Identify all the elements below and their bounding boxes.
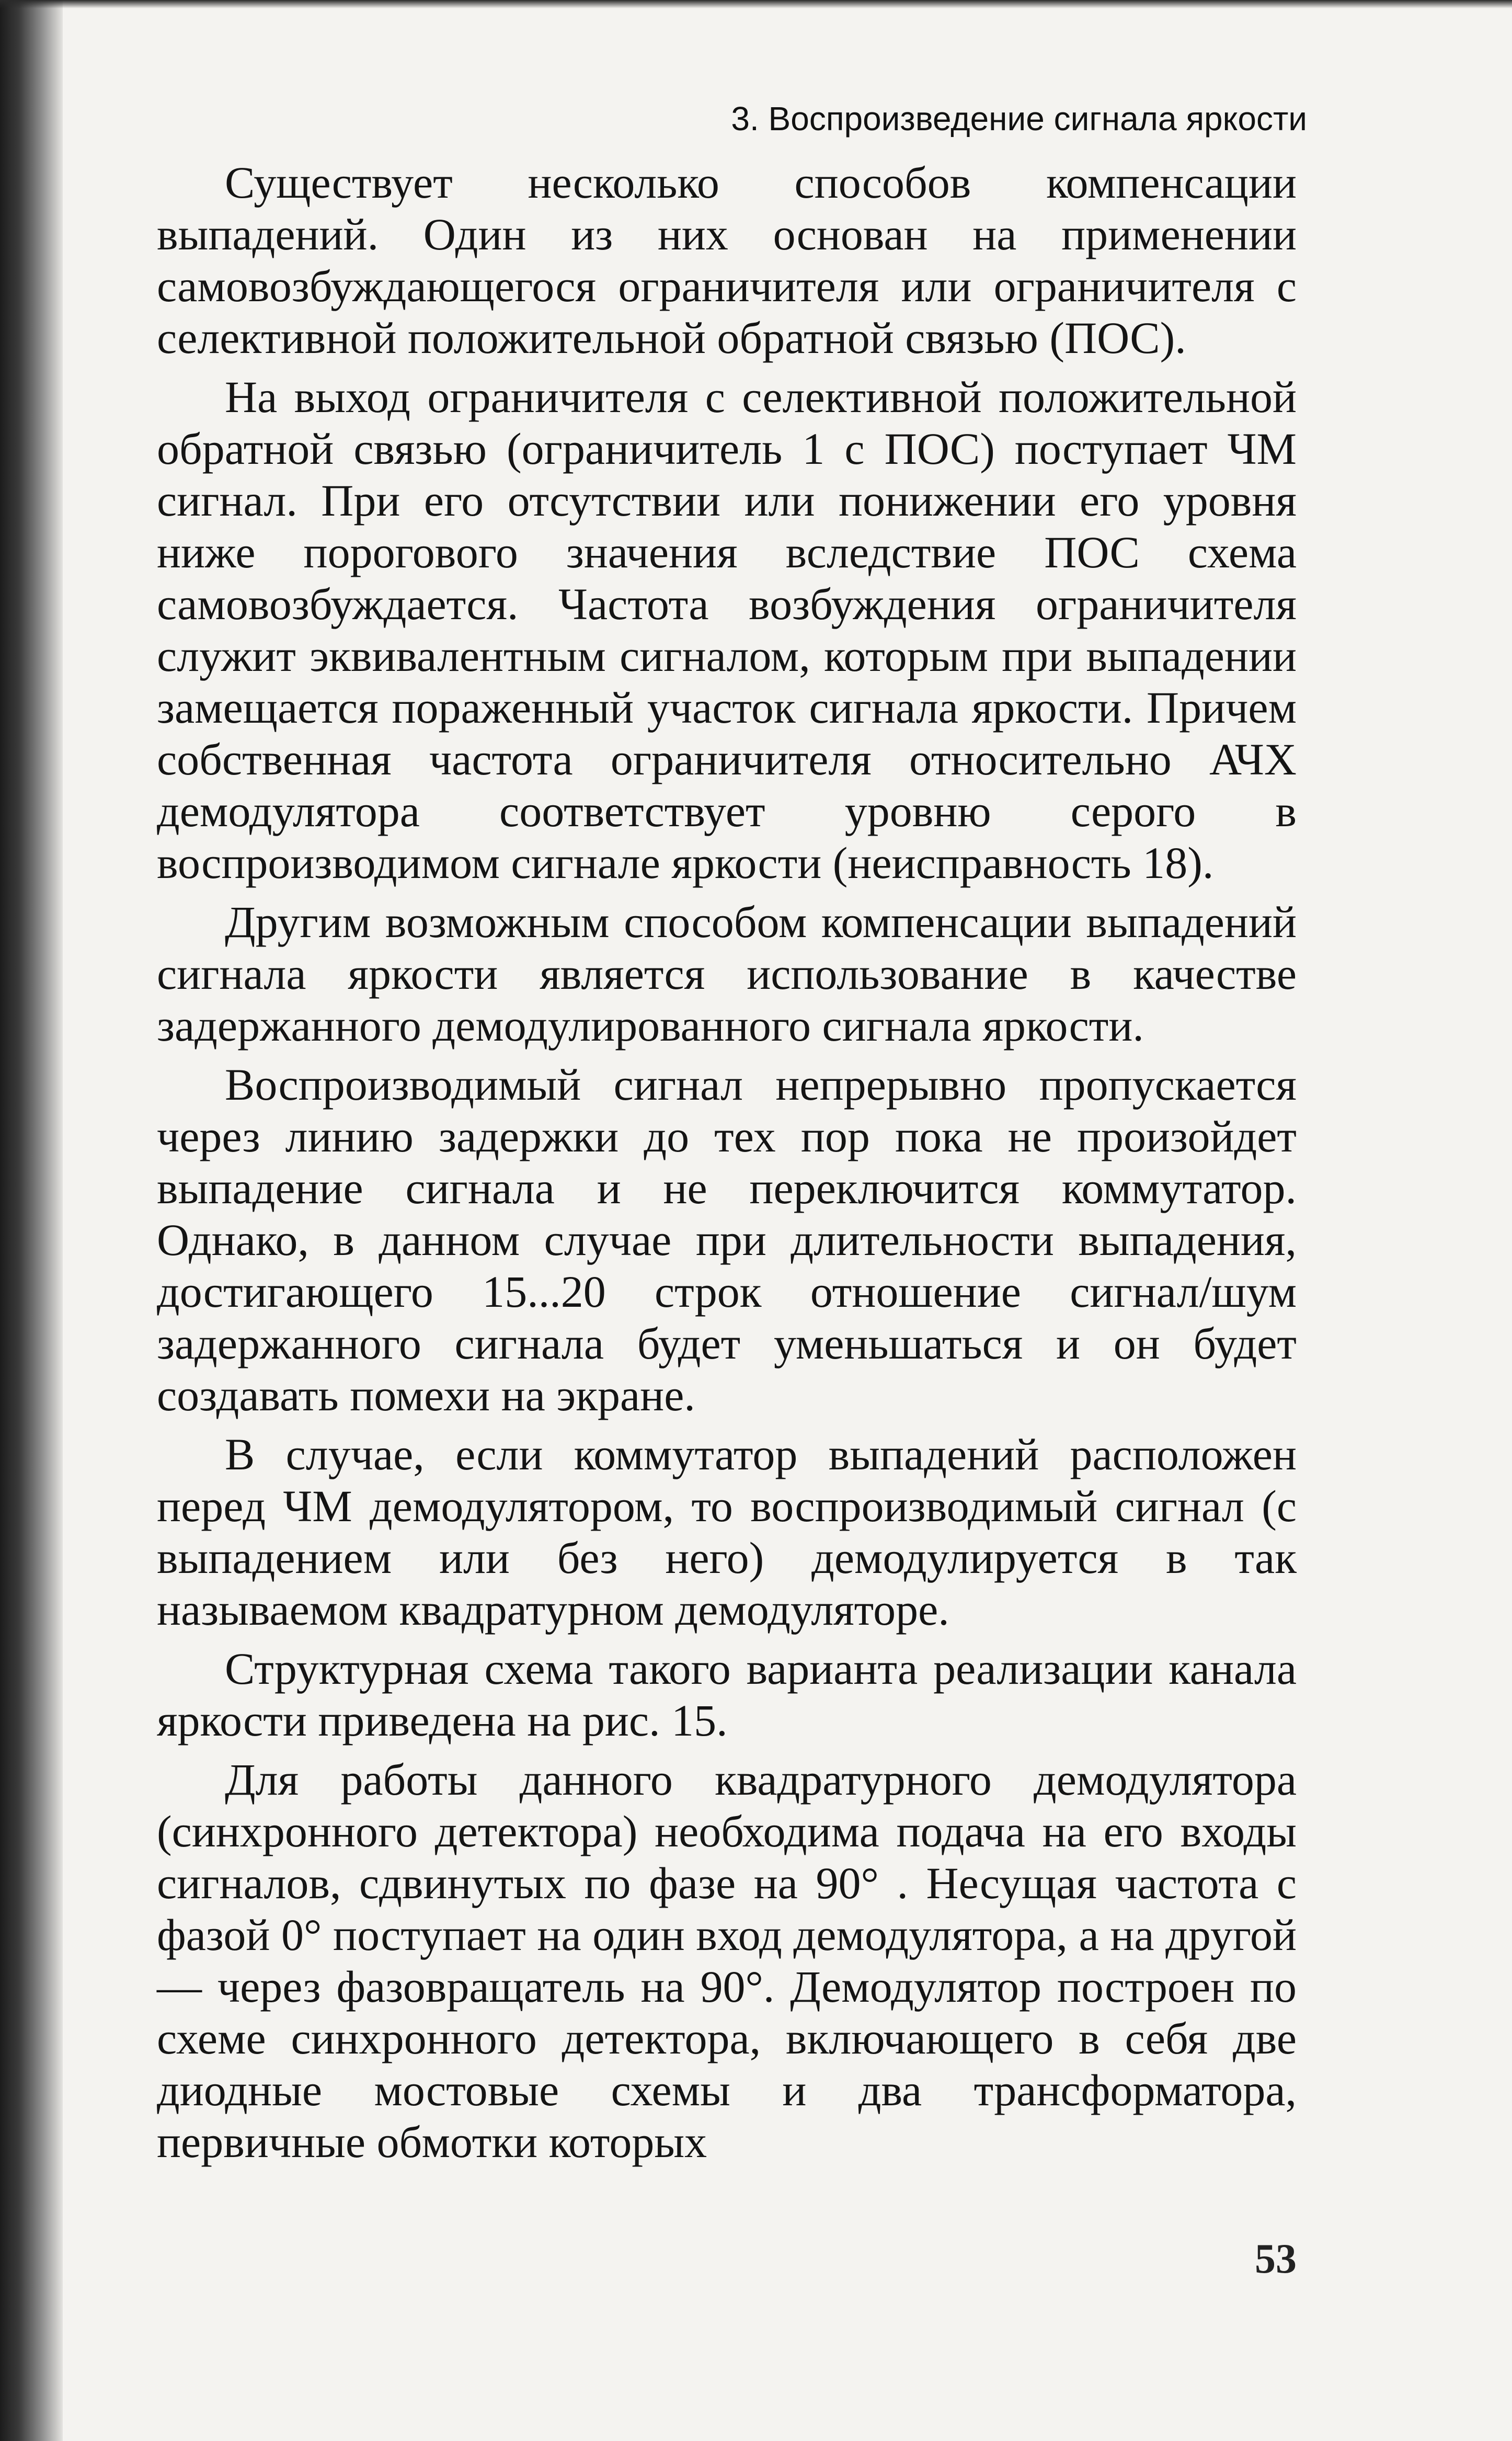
paragraph: На выход ограничителя с селективной положительной обратной связью (ограничитель 1 с ПОС) поступает ЧМ сигнал. При его отсутствии или понижении его уровня ниже порогового значения вследствие ПОС схема самовозбуждается. Частота возбуждения ограничителя служит эквивалентным сигналом, которым при выпадении замещается пораженный участок сигнала яркости. Причем собственная частота ограничителя относительно АЧХ демодулятора соответствует уровню серого в воспроизводимом сигнале яркости (неисправность 18). bbox=[157, 372, 1297, 888]
page-number: 53 bbox=[1255, 2236, 1297, 2282]
paragraph: Воспроизводимый сигнал непрерывно пропускается через линию задержки до тех пор пока не произойдет выпадение сигнала и не переключится коммутатор. Однако, в данном случае при длительности выпадения, достигающего 15...20 строк отношение сигнал/шум задержанного сигнала будет уменьшаться и он будет создавать помехи на экране. bbox=[157, 1059, 1297, 1420]
body-text bbox=[157, 157, 1297, 2175]
paragraph: Для работы данного квадратурного демодулятора (синхронного детектора) необходима подача на его входы сигналов, сдвинутых по фазе на 90° . Несущая частота с фазой 0° поступает на один вход демодулятора, а на другой — через фазовращатель на 90°. Демодулятор построен по схеме синхронного детектора, включающего в себя две диодные мостовые схемы и два трансформатора, первичные обмотки которых bbox=[157, 1754, 1297, 2167]
paragraph: Другим возможным способом компенсации выпадений сигнала яркости является использование в качестве задержанного демодулированного сигнала яркости. bbox=[157, 897, 1297, 1051]
top-edge-shadow bbox=[0, 0, 1512, 8]
paragraph: Существует несколько способов компенсации выпадений. Один из них основан на применении самовозбуждающегося ограничителя или ограничителя с селективной положительной обратной связью (ПОС). bbox=[157, 157, 1297, 363]
running-header: 3. Воспроизведение сигнала яркости bbox=[731, 100, 1307, 138]
paragraph: Структурная схема такого варианта реализации канала яркости приведена на рис. 15. bbox=[157, 1644, 1297, 1746]
binding-shadow bbox=[0, 0, 63, 2441]
paragraph: В случае, если коммутатор выпадений расположен перед ЧМ демодулятором, то воспроизводимый сигнал (с выпадением или без него) демодулируется в так называемом квадратурном демодуляторе. bbox=[157, 1429, 1297, 1635]
